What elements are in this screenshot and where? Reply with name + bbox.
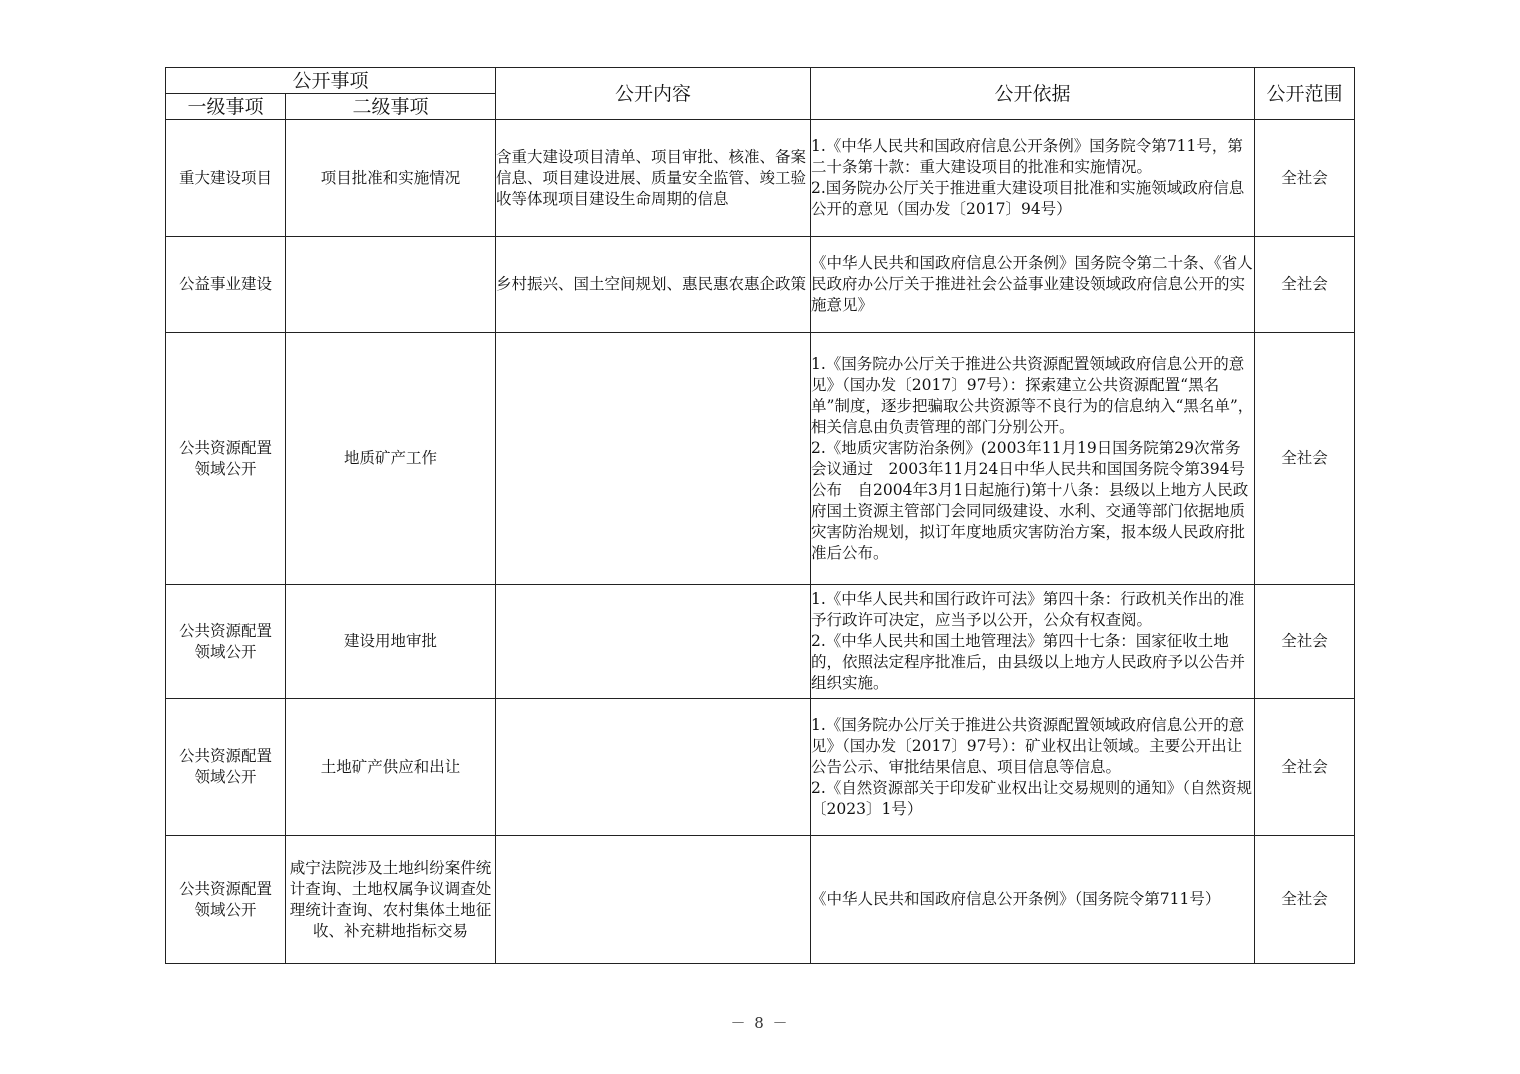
cell-scope: 全社会 [1255,836,1355,964]
cell-content: 乡村振兴、国土空间规划、惠民惠农惠企政策 [496,237,811,333]
table-row [166,237,1355,333]
table-row [166,836,1355,964]
cell-level1: 公共资源配置 领域公开 [166,836,286,964]
cell-basis: 1.《中华人民共和国行政许可法》第四十条：行政机关作出的准予行政许可决定，应当予以公开，公众有权查阅。 2.《中华人民共和国土地管理法》第四十七条：国家征收土地的，依照法定程序批准后，由县级以上地方人民政府予以公告并组织实施。 [811,585,1255,699]
cell-scope: 全社会 [1255,120,1355,237]
cell-level1: 公共资源配置 领域公开 [166,699,286,836]
cell-basis: 《中华人民共和国政府信息公开条例》（国务院令第711号） [811,836,1255,964]
page-number: － 8 － [730,1014,790,1032]
table-row [166,585,1355,699]
header-scope: 公开范围 [1255,68,1355,120]
table-row [166,120,1355,237]
cell-level2: 地质矿产工作 [286,333,496,585]
header-group-title: 公开事项 [166,68,496,94]
cell-content [496,836,811,964]
cell-level2 [286,237,496,333]
cell-content [496,699,811,836]
cell-level1: 公共资源配置 领域公开 [166,585,286,699]
cell-basis: 1.《国务院办公厅关于推进公共资源配置领域政府信息公开的意见》（国办发〔2017〕97号）：矿业权出让领域。主要公开出让公告公示、审批结果信息、项目信息等信息。 2.《自然资源部关于印发矿业权出让交易规则的通知》（自然资规〔2023〕1号） [811,699,1255,836]
cell-level1: 公共资源配置 领域公开 [166,333,286,585]
cell-scope: 全社会 [1255,699,1355,836]
header-level2: 二级事项 [286,94,496,120]
cell-level2: 建设用地审批 [286,585,496,699]
disclosure-table [165,67,1355,964]
cell-content: 含重大建设项目清单、项目审批、核准、备案信息、项目建设进展、质量安全监管、竣工验收等体现项目建设生命周期的信息 [496,120,811,237]
cell-level2: 咸宁法院涉及土地纠纷案件统计查询、土地权属争议调查处理统计查询、农村集体土地征收、补充耕地指标交易 [286,836,496,964]
cell-scope: 全社会 [1255,237,1355,333]
header-row-top [166,68,1355,94]
cell-level2: 土地矿产供应和出让 [286,699,496,836]
cell-level2: 项目批准和实施情况 [286,120,496,237]
cell-scope: 全社会 [1255,333,1355,585]
cell-basis: 《中华人民共和国政府信息公开条例》国务院令第二十条、《省人民政府办公厅关于推进社会公益事业建设领域政府信息公开的实施意见》 [811,237,1255,333]
cell-basis: 1.《国务院办公厅关于推进公共资源配置领域政府信息公开的意见》（国办发〔2017〕97号）：探索建立公共资源配置“黑名单”制度，逐步把骗取公共资源等不良行为的信息纳入“黑名单”，相关信息由负责管理的部门分别公开。 2.《地质灾害防治条例》(2003年11月19日国务院第29次常务会议通过 2003年11月24日中华人民共和国国务院令第394号公布 自2004年3月1日起施行)第十八条：县级以上地方人民政府国土资源主管部门会同同级建设、水利、交通等部门依据地质灾害防治规划，拟订年度地质灾害防治方案，报本级人民政府批准后公布。 [811,333,1255,585]
header-level1: 一级事项 [166,94,286,120]
header-content: 公开内容 [496,68,811,120]
cell-content [496,585,811,699]
table-row [166,699,1355,836]
table-row [166,333,1355,585]
cell-scope: 全社会 [1255,585,1355,699]
cell-level1: 公益事业建设 [166,237,286,333]
header-basis: 公开依据 [811,68,1255,120]
cell-level1: 重大建设项目 [166,120,286,237]
cell-basis: 1.《中华人民共和国政府信息公开条例》国务院令第711号，第二十条第十款：重大建设项目的批准和实施情况。 2.国务院办公厅关于推进重大建设项目批准和实施领域政府信息公开的意见（国办发〔2017〕94号） [811,120,1255,237]
cell-content [496,333,811,585]
